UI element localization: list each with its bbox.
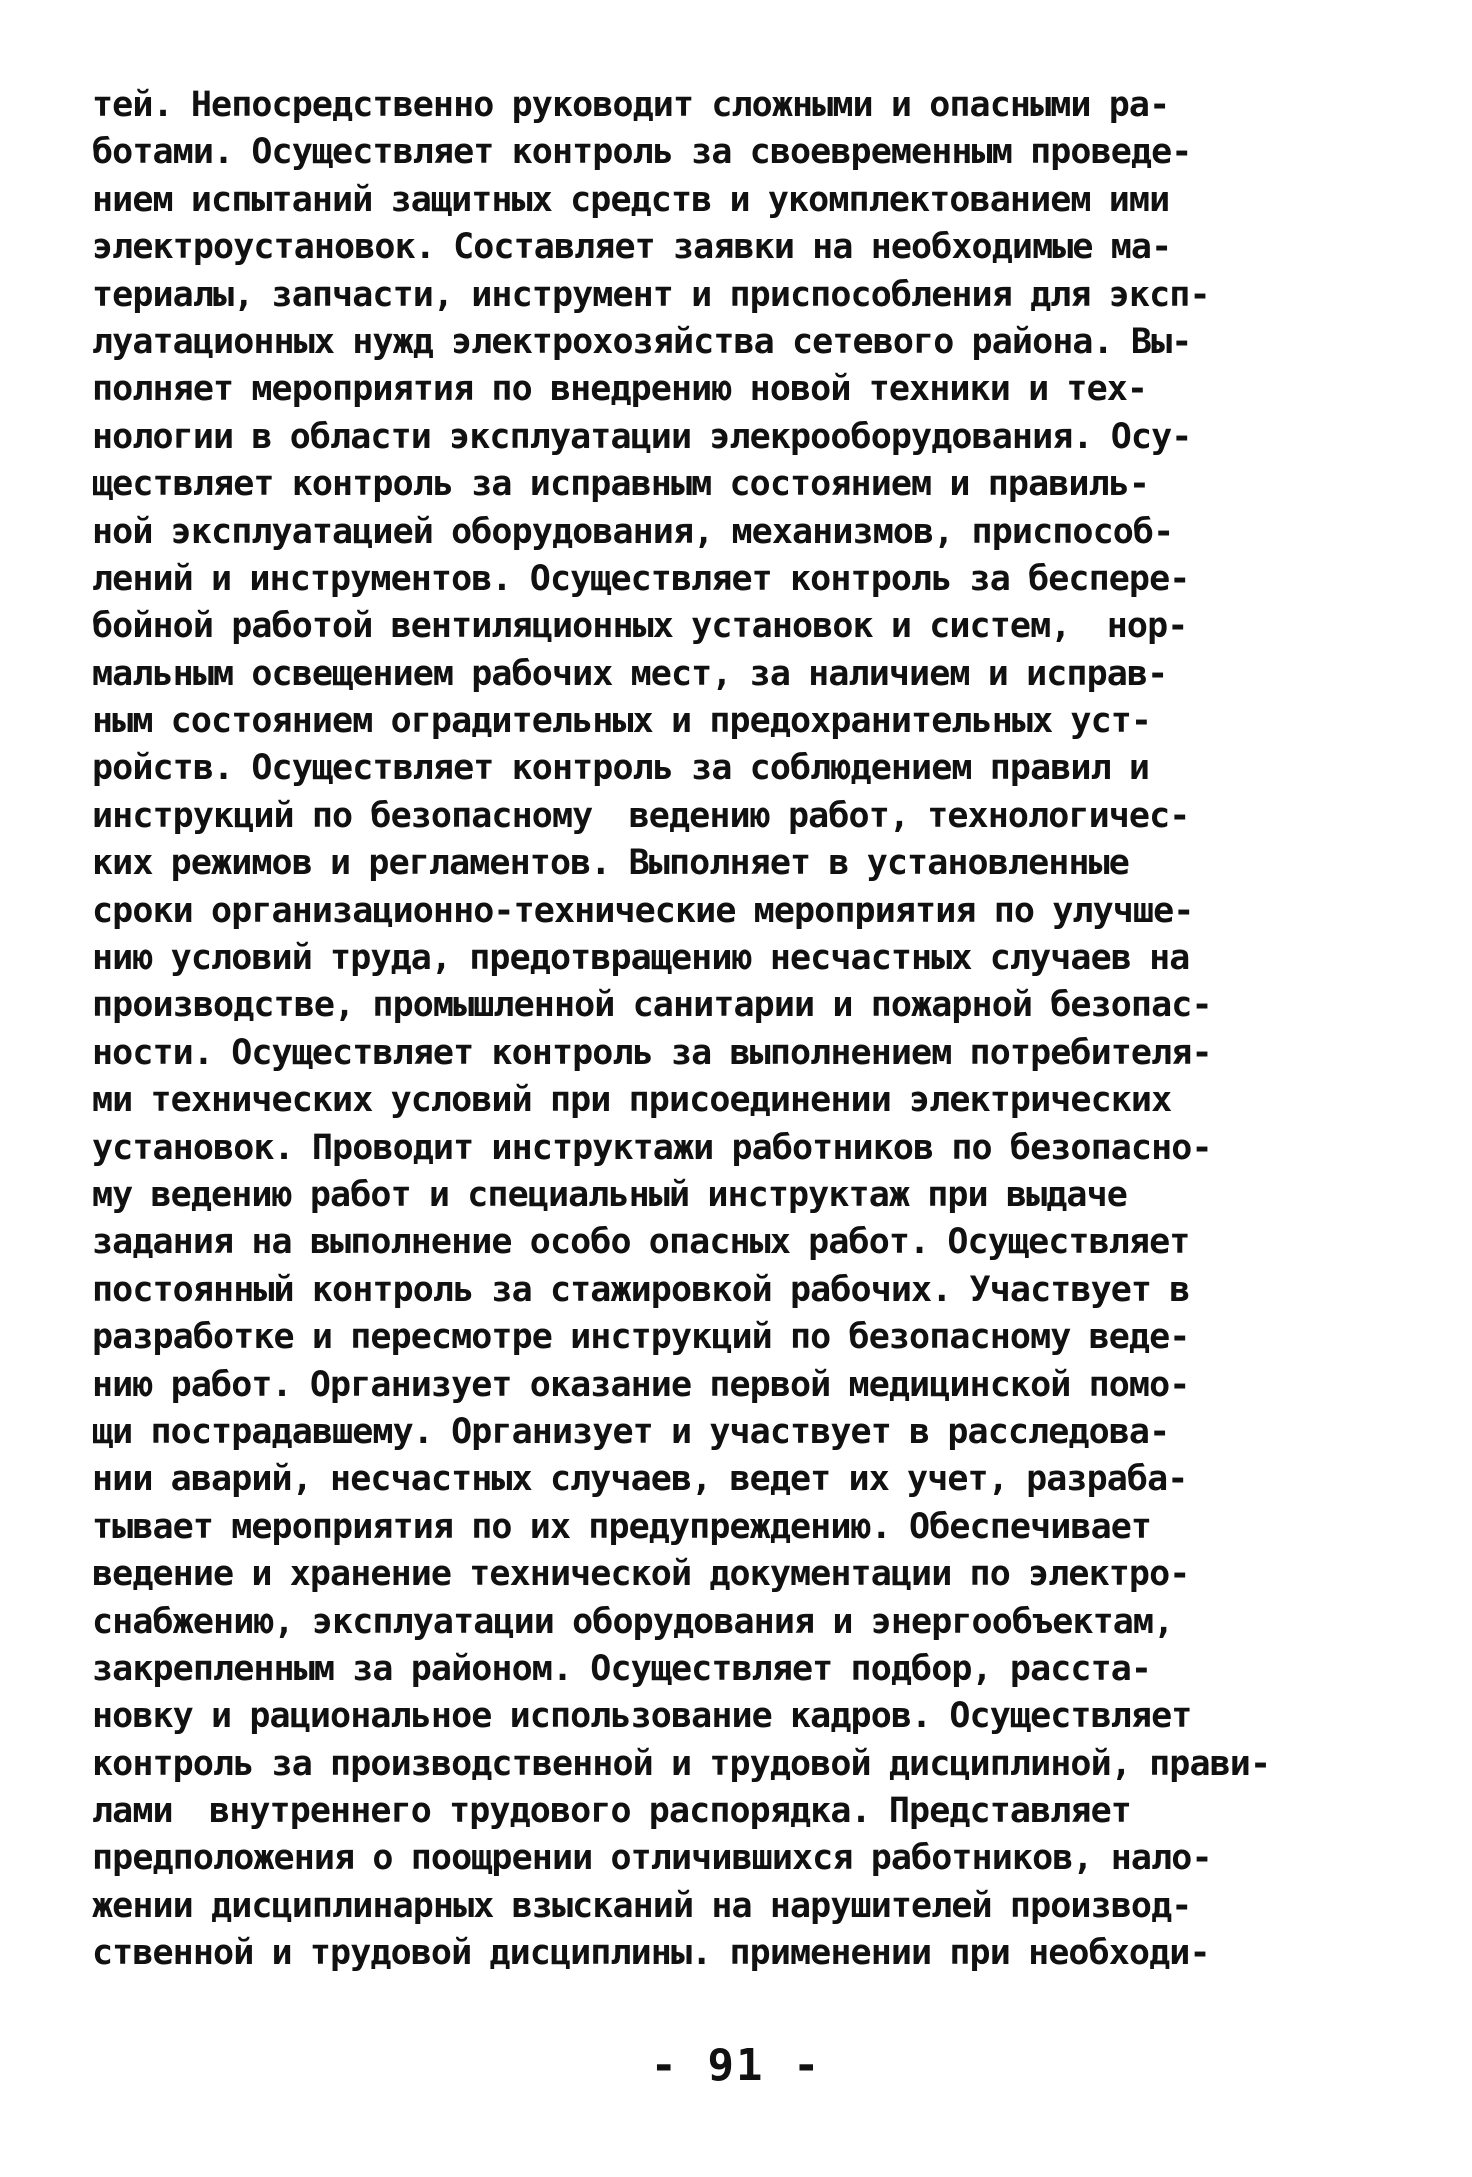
text-line: лами внутреннего трудового распорядка. Представляет	[92, 1791, 1131, 1832]
text-line: ным состоянием оградительных и предохранительных уст-	[92, 701, 1152, 742]
text-line: жении дисциплинарных взысканий на нарушителей производ-	[92, 1885, 1192, 1926]
text-line: щи пострадавшему. Организует и участвует в расследова-	[92, 1411, 1170, 1452]
text-line: ществляет контроль за исправным состоянием и правиль-	[92, 464, 1150, 505]
text-line: нию условий труда, предотвращению несчастных случаев на	[92, 938, 1190, 979]
text-line: новку и рациональное использование кадров. Осуществляет	[92, 1696, 1192, 1737]
text-line: ведение и хранение технической документации по электро-	[92, 1554, 1190, 1595]
text-line: тей. Непосредственно руководит сложными и опасными ра-	[92, 85, 1170, 125]
page-number: - 91 -	[650, 2040, 822, 2091]
text-line: нологии в области эксплуатации элекрооборудования. Осу-	[92, 416, 1192, 457]
text-line: задания на выполнение особо опасных работ. Осуществляет	[92, 1222, 1190, 1263]
text-line: производстве, промышленной санитарии и пожарной безопас-	[92, 985, 1212, 1026]
text-line: электроустановок. Составляет заявки на необходимые ма-	[92, 227, 1172, 268]
text-line: ми технических условий при присоединении электрических	[92, 1080, 1172, 1121]
text-line: ственной и трудовой дисциплины. применении при необходи-	[92, 1933, 1210, 1974]
text-line: полняет мероприятия по внедрению новой техники и тех-	[92, 369, 1148, 410]
text-line: нию работ. Организует оказание первой медицинской помо-	[92, 1364, 1190, 1405]
text-line: закрепленным за районом. Осуществляет подбор, расста-	[92, 1648, 1152, 1689]
text-line: му ведению работ и специальный инструктаж при выдаче	[92, 1174, 1127, 1215]
text-line: нии аварий, несчастных случаев, ведет их учет, разраба-	[92, 1459, 1188, 1500]
text-line: контроль за производственной и трудовой дисциплиной, прави-	[92, 1743, 1271, 1784]
text-line: бойной работой вентиляционных установок и систем, нор-	[92, 606, 1188, 647]
text-line: снабжению, эксплуатации оборудования и энергообъектам,	[92, 1601, 1174, 1642]
text-line: сроки организационно-технические мероприятия по улучше-	[92, 890, 1194, 931]
text-line: ной эксплуатацией оборудования, механизмов, приспособ-	[92, 511, 1174, 552]
text-line: ботами. Осуществляет контроль за своевременным проведе-	[92, 132, 1192, 173]
text-line: нием испытаний защитных средств и укомплектованием ими	[92, 179, 1170, 220]
text-line: инструкций по безопасному ведению работ, технологичес-	[92, 795, 1190, 836]
text-line: установок. Проводит инструктажи работников по безопасно-	[92, 1127, 1212, 1168]
text-line: постоянный контроль за стажировкой рабочих. Участвует в	[92, 1269, 1190, 1310]
text-line: разработке и пересмотре инструкций по безопасному веде-	[92, 1317, 1190, 1358]
text-line: тывает мероприятия по их предупреждению. Обеспечивает	[92, 1506, 1152, 1547]
text-line: луатационных нужд электрохозяйства сетевого района. Вы-	[92, 321, 1192, 362]
text-line: ких режимов и регламентов. Выполняет в установленные	[92, 843, 1129, 884]
text-line: предположения о поощрении отличившихся работников, нало-	[92, 1838, 1212, 1879]
text-line: териалы, запчасти, инструмент и приспособления для эксп-	[92, 274, 1210, 315]
text-line: ности. Осуществляет контроль за выполнением потребителя-	[92, 1032, 1212, 1073]
text-line: лений и инструментов. Осуществляет контроль за беспере-	[92, 558, 1190, 599]
text-line: мальным освещением рабочих мест, за наличием и исправ-	[92, 653, 1168, 694]
body-text	[92, 82, 1412, 1978]
text-line: ройств. Осуществляет контроль за соблюдением правил и	[92, 748, 1150, 789]
